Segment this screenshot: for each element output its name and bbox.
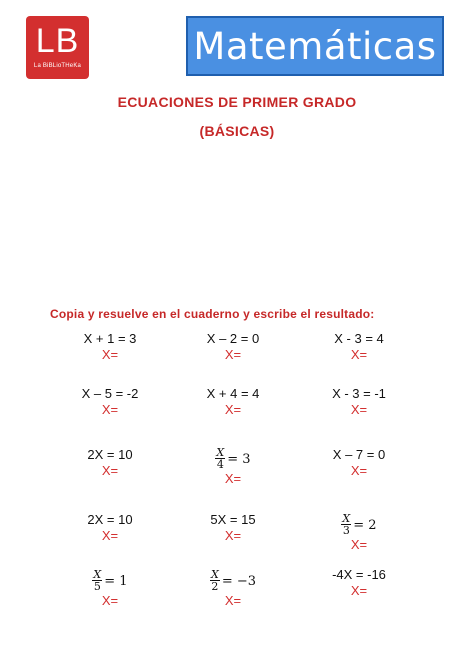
fraction-numerator: X (216, 446, 225, 459)
exercise-cell (289, 331, 429, 363)
exercise-cell (289, 567, 429, 599)
equation: X – 7 = 0 (332, 447, 386, 462)
worksheet-heading: ECUACIONES DE PRIMER GRADO (117, 94, 357, 110)
answer-label: X= (350, 463, 368, 478)
fraction-equation (92, 569, 127, 593)
logo-mark: LB (35, 22, 80, 60)
equation-rhs: = 1 (104, 573, 128, 589)
answer-label: X= (350, 537, 368, 552)
fraction-numerator: X (93, 568, 102, 581)
exercise-cell (163, 512, 303, 544)
exercise-cell (163, 386, 303, 418)
equation: 5X = 15 (210, 512, 256, 527)
exercise-cell (40, 386, 180, 418)
fraction-equation (215, 447, 250, 471)
equation: X + 1 = 3 (83, 331, 137, 346)
answer-label: X= (101, 528, 119, 543)
exercise-cell (40, 565, 180, 609)
equation: X - 3 = -1 (332, 386, 386, 401)
answer-label: X= (101, 402, 119, 417)
answer-label: X= (350, 583, 368, 598)
answer-label: X= (101, 347, 119, 362)
equation-rhs: = −3 (221, 573, 257, 589)
fraction-equation (341, 513, 376, 537)
exercise-cell (40, 331, 180, 363)
fraction (92, 569, 102, 593)
answer-label: X= (350, 347, 368, 362)
equation: X - 3 = 4 (334, 331, 384, 346)
fraction-denominator: 5 (93, 580, 101, 593)
exercise-cell (163, 565, 303, 609)
answer-label: X= (224, 471, 242, 486)
exercise-cell (289, 509, 429, 553)
exercise-cell (40, 447, 180, 479)
answer-label: X= (224, 528, 242, 543)
answer-label: X= (350, 402, 368, 417)
equation-rhs: = 3 (227, 451, 251, 467)
worksheet-subheading: (BÁSICAS) (199, 123, 275, 139)
answer-label: X= (101, 593, 119, 608)
logo-name: La BiBLioTHeKa (33, 63, 82, 69)
equation: X – 5 = -2 (81, 386, 139, 401)
fraction-denominator: 3 (342, 524, 350, 537)
fraction-numerator: X (342, 512, 351, 525)
equation: X – 2 = 0 (206, 331, 260, 346)
exercise-cell (163, 331, 303, 363)
equation-rhs: = 2 (353, 517, 377, 533)
page-title: Matemáticas (193, 24, 437, 68)
fraction-denominator: 2 (211, 580, 219, 593)
fraction-equation (210, 569, 256, 593)
fraction-denominator: 4 (216, 458, 224, 471)
answer-label: X= (101, 463, 119, 478)
equation: -4X = -16 (332, 567, 386, 582)
exercise-cell (163, 443, 303, 487)
fraction (341, 513, 351, 537)
exercise-cell (289, 386, 429, 418)
fraction (210, 569, 220, 593)
logo (26, 16, 89, 79)
title-banner (186, 16, 444, 76)
answer-label: X= (224, 347, 242, 362)
answer-label: X= (224, 593, 242, 608)
fraction (215, 447, 225, 471)
equation: X + 4 = 4 (206, 386, 260, 401)
exercise-cell (40, 512, 180, 544)
equation: 2X = 10 (87, 447, 133, 462)
fraction-numerator: X (210, 568, 219, 581)
exercise-cell (289, 447, 429, 479)
answer-label: X= (224, 402, 242, 417)
instruction-text: Copia y resuelve en el cuaderno y escribe el resultado: (50, 307, 375, 321)
equation: 2X = 10 (87, 512, 133, 527)
